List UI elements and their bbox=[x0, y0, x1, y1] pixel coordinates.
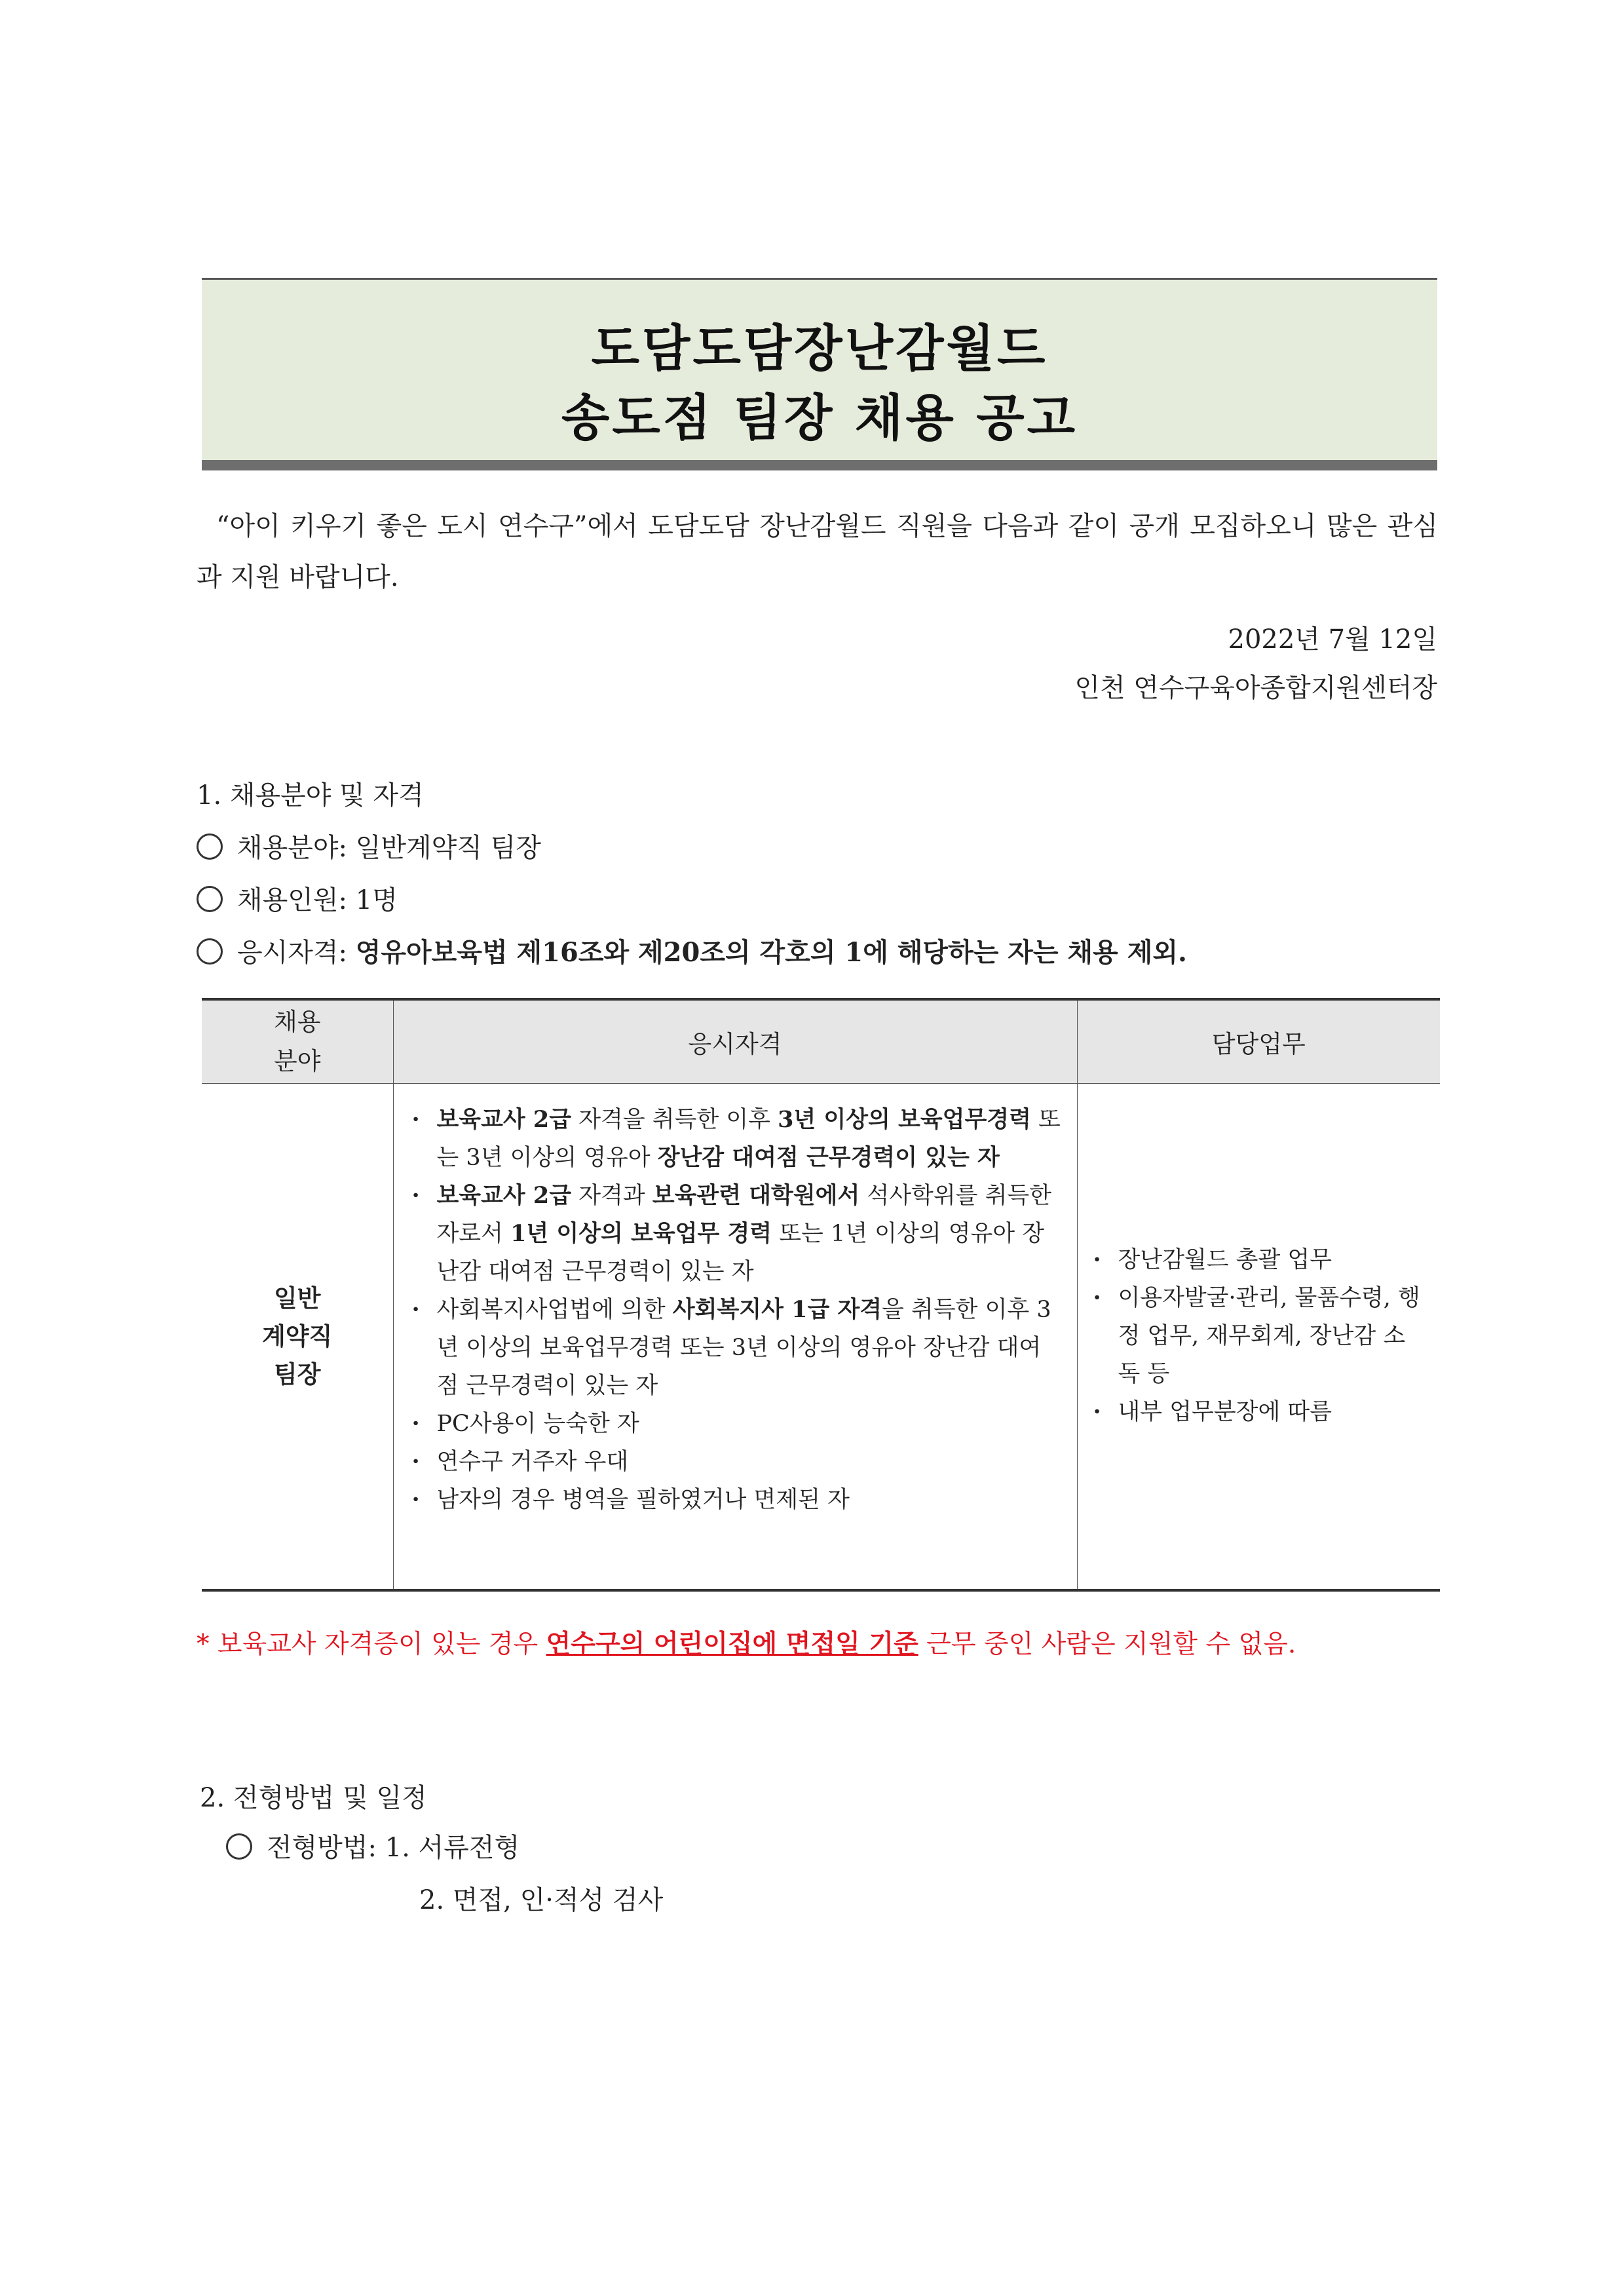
cell-qualifications bbox=[393, 1083, 1077, 1590]
qualification-item bbox=[409, 1443, 1061, 1481]
qualification-item bbox=[409, 1405, 1061, 1443]
qualification-value: 영유아보육법 제16조와 제20조의 각호의 1에 해당하는 자는 채용 제외. bbox=[355, 937, 1187, 968]
field-value: 일반계약직 팀장 bbox=[355, 833, 541, 863]
duty-item: · 장난감월드 총괄 업무 bbox=[1091, 1241, 1427, 1279]
qualification-item bbox=[409, 1177, 1061, 1291]
title-line-1: 도담도담장난감월드 bbox=[591, 319, 1048, 377]
requirements-table bbox=[202, 998, 1440, 1592]
method-row bbox=[226, 1827, 519, 1864]
title-box bbox=[202, 278, 1437, 462]
qualification-text: 을 취득한 이후 3년 이상의 보육업무경력 또는 3년 이상의 영유아 장난감 대여점 근무경력이 있는 자 bbox=[436, 1296, 1051, 1399]
qualification-text: 연수구 거주자 우대 bbox=[436, 1448, 629, 1475]
qualification-text: 자격을 취득한 이후 bbox=[571, 1106, 778, 1133]
section1-heading: 1. 채용분야 및 자격 bbox=[197, 780, 424, 811]
field-cell-line: 팀장 bbox=[274, 1360, 321, 1389]
qualification-text: 장난감 대여점 근무경력이 있는 자 bbox=[657, 1143, 1000, 1171]
qualification-text: 사회복지사 1급 자격 bbox=[672, 1295, 882, 1323]
qualification-text: PC사용이 능숙한 자 bbox=[436, 1410, 639, 1437]
note-prefix: * 보육교사 자격증이 있는 경우 bbox=[197, 1630, 546, 1659]
section2-heading: 2. 전형방법 및 일정 bbox=[200, 1783, 427, 1813]
duty-item: · 이용자발굴·관리, 물품수령, 행정 업무, 재무회계, 장난감 소독 등 bbox=[1091, 1279, 1427, 1393]
intro-paragraph: “아이 키우기 좋은 도시 연수구”에서 도담도담 장난감월드 직원을 다음과 같이 공개 모집하오니 많은 관심과 지원 바랍니다. bbox=[197, 511, 1438, 592]
issuer-name: 인천 연수구육아종합지원센터장 bbox=[1074, 673, 1437, 703]
qualification-item bbox=[409, 1291, 1061, 1405]
title-line-2: 송도점 팀장 채용 공고 bbox=[561, 389, 1078, 447]
qualification-text: 또는 3년 이상의 영유아 bbox=[436, 1106, 1061, 1171]
circle-bullet-icon bbox=[197, 938, 223, 965]
cell-duties bbox=[1077, 1083, 1440, 1590]
qualification-text: 3년 이상의 보육업무경력 bbox=[778, 1105, 1031, 1133]
qualification-item bbox=[409, 1101, 1061, 1177]
method-step-2: 2. 면접, 인·적성 검사 bbox=[419, 1885, 664, 1915]
qualification-text: 1년 이상의 보육업무 경력 bbox=[510, 1219, 772, 1247]
count-value: 1명 bbox=[355, 885, 398, 915]
qualification-text: 보육교사 2급 bbox=[436, 1105, 572, 1133]
header-duties: 담당업무 bbox=[1077, 999, 1440, 1083]
circle-bullet-icon bbox=[197, 833, 223, 860]
title-underline-bar bbox=[202, 460, 1437, 470]
note-emphasis: 연수구의 어린이집에 면접일 기준 bbox=[546, 1629, 918, 1659]
field-row bbox=[197, 827, 541, 864]
field-cell-line: 계약직 bbox=[262, 1322, 333, 1351]
qualification-text: 자격과 bbox=[571, 1182, 652, 1209]
warning-note bbox=[197, 1624, 1296, 1660]
qualification-text: 보육교사 2급 bbox=[436, 1181, 572, 1209]
circle-bullet-icon bbox=[226, 1833, 252, 1860]
count-row bbox=[197, 879, 398, 917]
method-label: 전형방법: bbox=[267, 1833, 377, 1863]
qualification-text: 남자의 경우 병역을 필하였거나 면제된 자 bbox=[436, 1486, 850, 1513]
cell-field bbox=[202, 1083, 393, 1590]
qualification-text: 보육관련 대학원에서 bbox=[652, 1181, 860, 1209]
table-row bbox=[202, 1083, 1440, 1590]
qualification-row bbox=[197, 932, 1187, 969]
field-label: 채용분야: bbox=[237, 833, 348, 863]
note-suffix: 근무 중인 사람은 지원할 수 없음. bbox=[918, 1630, 1296, 1659]
qualification-text: 석사학위를 취득한자로서 bbox=[436, 1182, 1051, 1247]
qualification-text: 사회복지사업법에 의한 bbox=[436, 1296, 673, 1323]
qualification-label: 응시자격: bbox=[237, 938, 348, 968]
header-field-line: 분야 bbox=[274, 1046, 321, 1075]
header-field-line: 채용 bbox=[274, 1007, 321, 1036]
table-header-row bbox=[202, 999, 1440, 1083]
count-label: 채용인원: bbox=[237, 885, 348, 915]
qualification-item bbox=[409, 1481, 1061, 1519]
announcement-date: 2022년 7월 12일 bbox=[1228, 624, 1437, 655]
header-qualification: 응시자격 bbox=[393, 999, 1077, 1083]
field-cell-line: 일반 bbox=[274, 1284, 321, 1313]
qualification-text: 또는 1년 이상의 영유아 장난감 대여점 근무경력이 있는 자 bbox=[436, 1220, 1045, 1285]
circle-bullet-icon bbox=[197, 886, 223, 912]
method-step-1: 1. 서류전형 bbox=[385, 1833, 520, 1863]
duty-item: · 내부 업무분장에 따름 bbox=[1091, 1393, 1427, 1431]
header-field bbox=[202, 999, 393, 1083]
